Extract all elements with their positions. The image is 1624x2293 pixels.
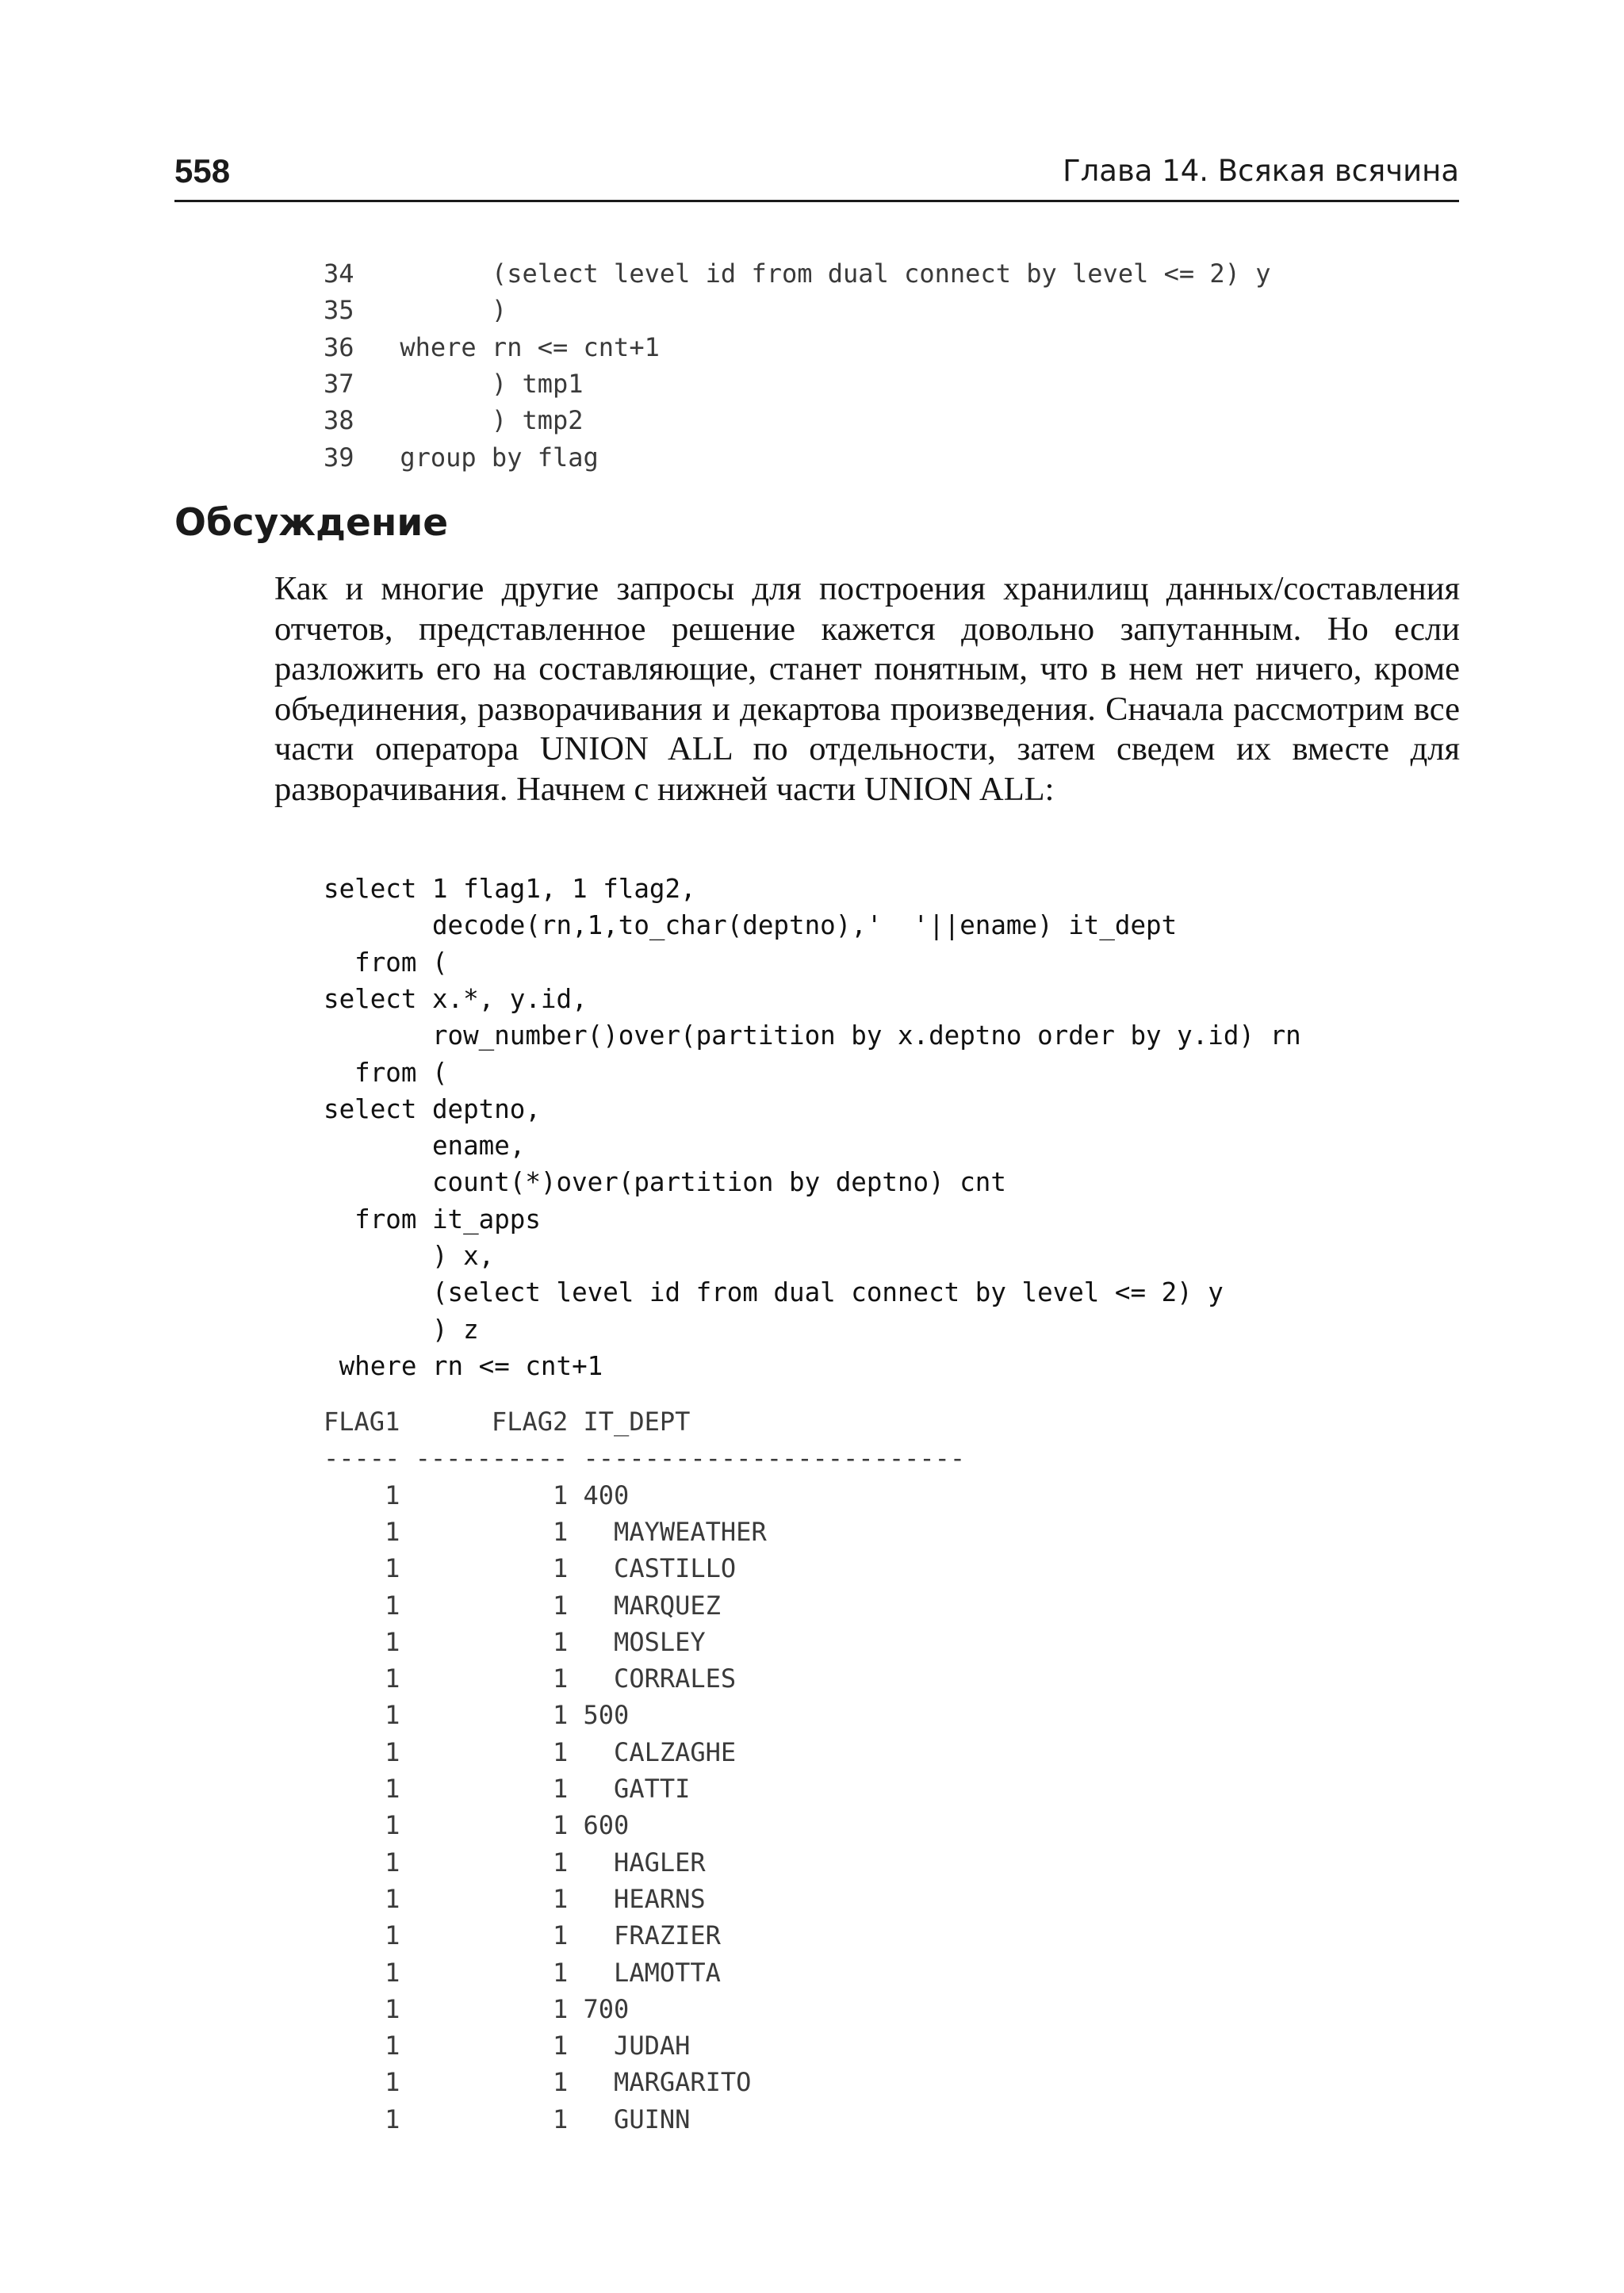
code-line: select deptno, — [324, 1093, 541, 1124]
code-line: ename, — [324, 1131, 526, 1162]
page-number: 558 — [174, 152, 231, 189]
code-line: from ( — [324, 947, 448, 978]
code-line: decode(rn,1,to_char(deptno),' '||ename) it_dept — [324, 910, 1178, 941]
code-line: (select level id from dual connect by level <= 2) y — [324, 1277, 1224, 1308]
running-head: Глава 14. Всякая всячина — [1063, 154, 1459, 188]
result-row: 1 1 GATTI — [324, 1774, 691, 1804]
code-line: 37 ) tmp1 — [324, 368, 584, 399]
code-line: 39 group by flag — [324, 442, 599, 473]
result-row: 1 1 600 — [324, 1810, 630, 1841]
code-line: select x.*, y.id, — [324, 983, 588, 1014]
code-line: from it_apps — [324, 1204, 541, 1235]
result-row: 1 1 MOSLEY — [324, 1626, 706, 1657]
code-line: count(*)over(partition by deptno) cnt — [324, 1167, 1006, 1198]
result-row: 1 1 CORRALES — [324, 1663, 737, 1694]
result-row: 1 1 FRAZIER — [324, 1920, 721, 1951]
body-paragraph: Как и многие другие запросы для построения хранилищ данных/составления отчетов, представленное решение кажется довольно запутанным. Но если разложить его на составляющие, станет понятным, что в нем нет ничего, кроме объединения, разворачивания и декартова произведения. Сначала рассмотрим все части оператора UNION ALL по отдельности, затем сведем их вместе для разворачивания. Начнем с нижней части UNION ALL: — [274, 570, 1460, 808]
code-line: where rn <= cnt+1 — [324, 1350, 603, 1381]
result-row: 1 1 500 — [324, 1700, 630, 1731]
result-row: 1 1 MARQUEZ — [324, 1590, 721, 1621]
result-row: 1 1 700 — [324, 1993, 630, 2024]
code-line: select 1 flag1, 1 flag2, — [324, 874, 696, 904]
section-title: Обсуждение — [174, 501, 449, 545]
code-line: ) x, — [324, 1241, 495, 1271]
result-row: 1 1 HAGLER — [324, 1847, 706, 1878]
code-line: 38 ) tmp2 — [324, 405, 584, 436]
code-line: from ( — [324, 1057, 448, 1088]
result-row: 1 1 GUINN — [324, 2104, 691, 2134]
result-row: 1 1 LAMOTTA — [324, 1957, 721, 1988]
code-line: row_number()over(partition by x.deptno order by y.id) rn — [324, 1020, 1301, 1051]
code-line: 36 where rn <= cnt+1 — [324, 331, 660, 362]
page-header — [174, 149, 1459, 202]
result-row: 1 1 MAYWEATHER — [324, 1516, 767, 1547]
result-row: 1 1 CALZAGHE — [324, 1736, 737, 1767]
result-row: 1 1 MARGARITO — [324, 2067, 752, 2098]
result-row: 1 1 400 — [324, 1480, 630, 1510]
code-line: 34 (select level id from dual connect by level <= 2) y — [324, 258, 1271, 289]
result-row: 1 1 JUDAH — [324, 2031, 691, 2061]
result-row: 1 1 HEARNS — [324, 1883, 706, 1914]
result-row: 1 1 CASTILLO — [324, 1553, 737, 1584]
code-line: ) z — [324, 1314, 479, 1345]
result-separator: ----- ---------- ------------------------- — [324, 1443, 966, 1474]
result-header: FLAG1 FLAG2 IT_DEPT — [324, 1407, 691, 1437]
code-line: 35 ) — [324, 295, 508, 326]
